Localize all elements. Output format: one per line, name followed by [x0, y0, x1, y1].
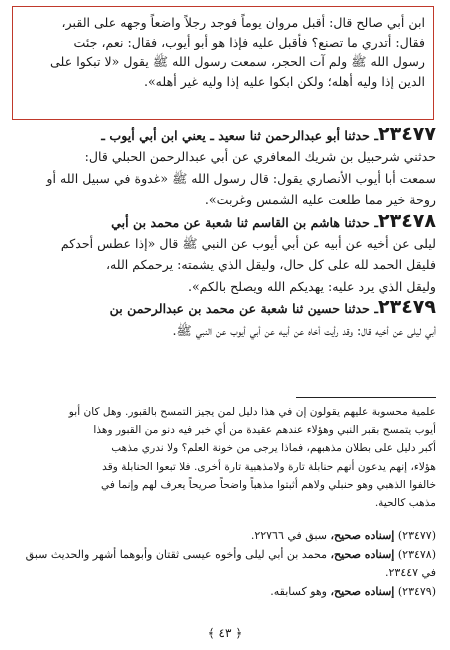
hadith-line: ـ حدثنا حسين ثنا شعبة عن محمد بن عبدالرحمن بن [109, 301, 379, 317]
footnote-line: أيوب يتمسح بقبر النبي وهؤلاء عندهم عقيدة من أي خبر فيه دنو من القبور وهذا [93, 424, 436, 437]
hadith-line: ليلى عن أخيه عن أبيه عن أبي أيوب عن النبي ﷺ قال «إذا عطس أحدكم [60, 236, 436, 252]
grading-note [16, 546, 436, 565]
hadith-line: فليقل الحمد لله على كل حال، وليقل الذي يشمته: يرحمكم الله، [105, 257, 436, 273]
grading-text: وهو كسابقه. [270, 584, 331, 598]
grading-number: (٢٣٤٧٩) [397, 584, 436, 598]
hadith-number: ٢٣٤٧٨ [378, 210, 436, 232]
hadith-line: أبي ليلى عن أخيه قال: وقد رأيت أخاه عن أبيه عن أبي أيوب عن النبي ﷺ. [172, 322, 436, 338]
hadith-number: ٢٣٤٧٧ [378, 124, 436, 145]
hadith-line: حدثني شرحبيل بن شريك المعافري عن أبي عبدالرحمن الحبلي قال: [84, 149, 436, 165]
grading-text: محمد بن أبي ليلى وأخوه عيسى ثقتان وأبوهما أشهر والحديث سبق [25, 547, 331, 561]
hadith-heading [16, 124, 436, 146]
highlighted-passage [12, 6, 434, 120]
passage-line: فقال: أتدري ما تصنع؟ فأقبل عليه فإذا هو أبو أيوب، فقال: نعم، جئت [73, 34, 425, 50]
hadith-line: ـ حدثنا أبو عبدالرحمن ثنا سعيد ـ يعني ابن أبي أيوب ـ [101, 128, 379, 143]
grading-number: (٢٣٤٧٨) [397, 547, 436, 561]
page-number: ﴿ ٤٣ ﴾ [207, 626, 243, 640]
footnote-block [16, 403, 436, 512]
hadith-heading [16, 297, 436, 319]
grading-text: سبق في ٢٢٧٦٦. [250, 529, 331, 542]
grading-number: (٢٣٤٧٧) [397, 529, 436, 542]
footnote-line: أكبر دليل على بطلان مذهبهم، فماذا يرجى من خونة العلم؟ ولا ندري مذهب [111, 442, 436, 455]
grading-label: إسناده صحيح، [330, 584, 395, 598]
passage-line: رسول الله ﷺ ولم آت الحجر، سمعت رسول الله ﷺ يقول «لا تبكوا على [50, 54, 425, 69]
passage-line: ابن أبي صالح قال: أقبل مروان يوماً فوجد رجلاً واضعاً وجهه على القبر، [61, 15, 425, 30]
hadith-heading [16, 211, 436, 233]
hadith-text [16, 124, 436, 341]
grading-note [16, 527, 436, 546]
footnote-divider [296, 397, 436, 398]
grading-label: إسناده صحيح، [330, 529, 395, 542]
passage-line: الدين إذا وليه أهله؛ ولكن ابكوا عليه إذا وليه غير أهله». [143, 73, 425, 89]
footnote-line: علمية محسوبة عليهم يقولون إن في هذا دليل لمن يجيز التمسح بالقبور. وهل كان أبو [68, 406, 436, 418]
footnote-line: مذهب كالحية. [374, 497, 436, 510]
hadith-line: وليقل الذي يرد عليه: يهديكم الله ويصلح بالكم». [187, 278, 436, 294]
grading-notes [16, 527, 436, 601]
grading-text: في ٢٣٤٤٧. [385, 566, 436, 579]
grading-note [16, 583, 436, 602]
footnote-line: هؤلاء، إنهم يدعون أنهم حنابلة تارة ولامذهبية تارة أخرى. فلا تبعوا الحنابلة وقد [102, 460, 436, 473]
grading-label: إسناده صحيح، [330, 547, 395, 561]
footnote-line: خالفوا الذهبي وهو حنبلي ولاهم أثبتوا مذهباً واضحاً صريحاً يعرف لهم وإنما في [100, 478, 436, 491]
hadith-line: سمعت أبا أيوب الأنصاري يقول: قال رسول الله ﷺ «غدوة في سبيل الله أو [46, 170, 436, 186]
hadith-line: روحة خير مما طلعت عليه الشمس وغربت». [204, 192, 436, 208]
hadith-number: ٢٣٤٧٩ [378, 297, 436, 319]
grading-note-continuation [16, 564, 436, 583]
hadith-line: ـ حدثنا هاشم بن القاسم ثنا شعبة عن محمد بن أبي [111, 214, 379, 230]
